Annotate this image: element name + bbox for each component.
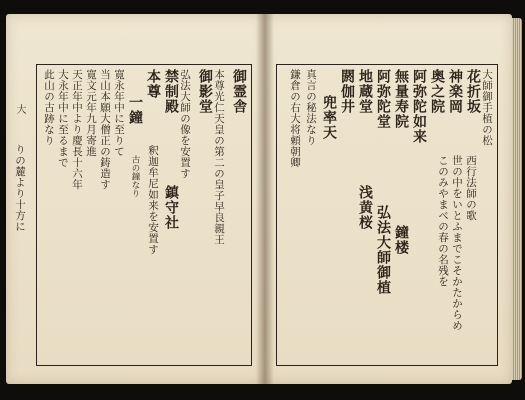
book-spread	[6, 14, 518, 392]
text-column: 釈迦牟尼如来を安置す	[147, 145, 159, 255]
text-column: 本尊	[145, 69, 161, 99]
left-edge-mark: 大	[14, 104, 25, 114]
text-column: 鎮守社	[163, 185, 179, 230]
left-page	[6, 14, 264, 384]
text-column: 大永年中に至るまで	[57, 69, 69, 168]
text-column: 鐘楼	[393, 225, 409, 255]
text-column: 神楽岡	[447, 69, 463, 114]
text-column: 浅黄桜	[357, 185, 373, 230]
text-column: 世の中をいとふまでこそかたからめ	[451, 155, 463, 331]
text-column: 阿弥陀堂	[375, 69, 391, 129]
text-column: 奥之院	[429, 69, 445, 114]
right-text-frame	[276, 64, 498, 366]
page-edges	[512, 18, 522, 380]
text-column: 地蔵堂	[357, 69, 373, 114]
text-column: 一鐘	[127, 95, 143, 125]
right-page	[264, 14, 512, 384]
text-column: 御影堂	[197, 69, 213, 114]
text-column: このみやまべの春の名残を	[437, 155, 449, 287]
text-column: 此山の古跡なり	[43, 69, 55, 146]
text-column: 大師御手植の松	[481, 69, 493, 146]
text-column: 真言の秘法なり	[305, 69, 317, 146]
outer-column: りの麓より十方に	[14, 144, 26, 232]
text-column: 天正年中より慶長十六年	[71, 69, 83, 190]
text-column: 古の鐘なり	[130, 155, 140, 198]
text-column: 閼伽井	[339, 69, 355, 114]
text-column: 御霊舎	[231, 69, 247, 114]
text-column: 無量寿院	[393, 69, 409, 129]
text-column: 当山本願大僧正の鋳造す	[99, 69, 111, 190]
text-column: 本尊光仁天皇の第二の皇子早良親王	[213, 69, 225, 245]
text-column: 弘法大師の像を安置す	[179, 69, 191, 179]
text-column: 寛永年中に至りて	[113, 69, 125, 157]
text-column: 弘法大師御植	[375, 205, 391, 295]
text-column: 西行法師の歌	[465, 155, 477, 221]
text-column: 鎌倉の右大将頼朝卿	[289, 69, 301, 168]
text-column: 阿弥陀如来	[411, 69, 427, 144]
text-column: 禁制殿	[163, 69, 179, 114]
left-text-frame	[36, 64, 252, 366]
text-column: 兜率天	[321, 95, 337, 140]
text-column: 寛文元年九月寄進	[85, 69, 97, 157]
text-column: 花折坂	[465, 69, 481, 114]
